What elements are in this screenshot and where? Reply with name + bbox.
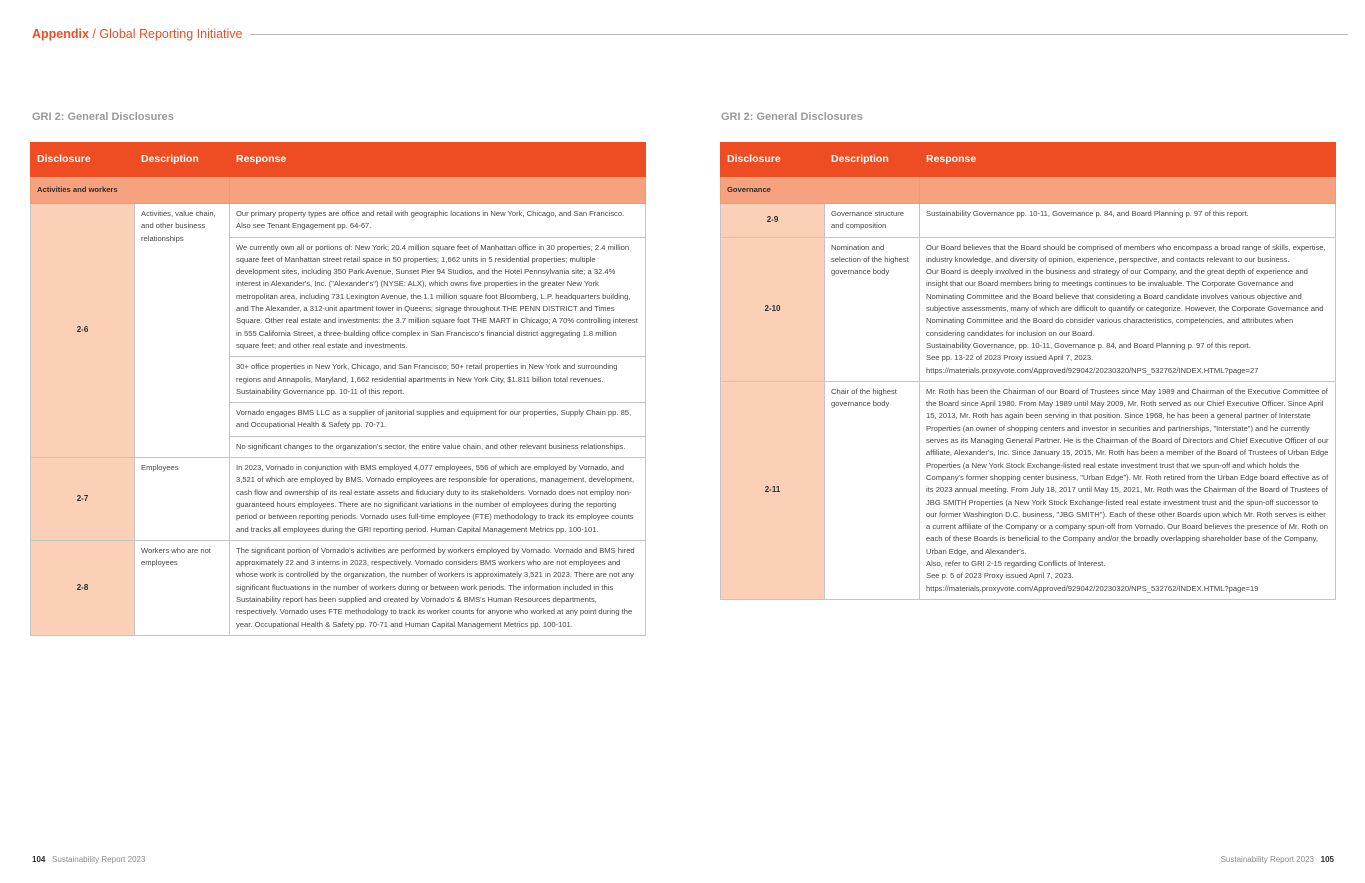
left-footer [32,855,145,864]
header-separator: / [88,27,100,41]
header-subsection: Global Reporting Initiative [99,27,243,41]
disclosure-response: We currently own all or portions of: New York; 20.4 million square feet of Manhattan office in 30 properties; 2.4 million square feet of Manhattan street retail space in 50 properties; 1,662 units in 5 residential properties; multiple development sites, including 350 Park Avenue, Sunset Pier 94 Studios, and the Hotel Pennsylvania site; a 32.4% interest in Alexander's, Inc. ("Alexander's") (NYSE: ALX), which owns five properties in the greater New York metropolitan area, including 731 Lexington Avenue, the 1.1 million square foot Bloomberg, L.P. headquarters building, and The Alexander, a 312-unit apartment tower in Queens; signage throughout THE PENN DISTRICT and Times Square. Other real estate and investments: the 3.7 million square foot THE MART in Chicago; A 70% controlling interest in 555 California Street, a three-building office complex in San Francisco's financial district aggregating 1.8 million square feet; and other real estate and investments. [230,237,646,357]
column-header: Response [920,143,1336,177]
column-header: Disclosure [721,143,825,177]
left-disclosure-table [30,142,646,636]
disclosure-response: No significant changes to the organization's sector, the entire value chain, and other relevant business relationships. [230,436,646,457]
table-header-row [31,143,646,177]
category-row [721,177,1336,204]
disclosure-code: 2-6 [31,204,135,458]
disclosure-response: Sustainability Governance pp. 10-11, Governance p. 84, and Board Planning p. 97 of this report. [920,204,1336,238]
table-row [31,458,646,541]
disclosure-response: Mr. Roth has been the Chairman of our Board of Trustees since May 1989 and Chairman of the Executive Committee of the Board since April 1980. From May 1989 until May 2009, Mr. Roth served as our Chief Executive Officer. Since April 15, 2013, Mr. Roth has again been serving in that position. Since 1968, he has been a general partner of Interstate Properties (an owner of shopping centers and investor in securities and partnerships, "Interstate") and he currently serves as its Managing General Partner. He is the Chairman of the Board of Directors and Chief Executive Officer of our affiliate, Alexander's, Inc. Since January 15, 2015, Mr. Roth has been a member of the Board of Trustees of Urban Edge Properties (a New York Stock Exchange-listed real estate investment trust that we spun-off and which holds the Company's former shopping center business, "Urban Edge"). Mr. Roth retired from the Urban Edge board effective as of its 2023 annual meeting. From July 18, 2017 until May 15, 2021, Mr. Roth was the Chairman of the Board of Trustees of JBG SMITH Properties (a New York Stock Exchange-listed real estate investment trust and the spun-off successor to our former Washington D.C. business, "JBG SMITH"). Each of these other Boards upon which Mr. Roth serves is either a current affiliate of the Company or a company spun-off from Vornado. Our Board believes the presence of Mr. Roth on each of these Boards is beneficial to the Company and/or the broadly overlapping shareholder base of the Company, Urban Edge, and Alexander's. Also, refer to GRI 2-15 regarding Conflicts of Interest. See p. 5 of 2023 Proxy issued April 7, 2023. https://materials.proxyvote.com/Approved/929042/20230320/NPS_532762/INDEX.HTML?page=19 [920,381,1336,599]
disclosure-response: Our primary property types are office and retail with geographic locations in New York, Chicago, and San Francisco. Also see Tenant Engagement pp. 64-67. [230,204,646,238]
left-page-number: 104 [32,855,46,864]
disclosure-description: Nomination and selection of the highest governance body [825,237,920,381]
disclosure-response: 30+ office properties in New York, Chicago, and San Francisco; 50+ retail properties in New York and surrounding regions and Annapolis, Maryland, 1,662 residential apartments in New York City, $1.811 billion total revenues. Sustainability Governance pp. 10-11 of this report. [230,357,646,403]
table-row [721,381,1336,599]
disclosure-description: Activities, value chain, and other business relationships [135,204,230,458]
disclosure-response: The significant portion of Vornado's activities are performed by workers employed by Vornado. Vornado and BMS hired approximately 22 and 3 interns in 2023, respectively. Vornado considers BMS workers who are not employees and whose work is controlled by the organization, the number of workers is approximately 3,521 in 2023. There are not any significant fluctuations in the number of workers during or between work periods. The information included in this Sustainability report has been supplied and created by Vornado's & BMS's Human Resources departments, respectively. Vornado uses FTE methodology to track its worker counts for anyone who worked at any point during the year. Occupational Health & Safety pp. 70-71 and Human Capital Management Metrics pp. 100-101. [230,540,646,635]
right-section-title: GRI 2: General Disclosures [721,111,863,123]
right-footer [1221,855,1334,864]
right-footer-label: Sustainability Report 2023 [1220,855,1314,864]
disclosure-code: 2-8 [31,540,135,635]
column-header: Description [135,143,230,177]
right-rows [721,204,1336,600]
category-row [31,177,646,204]
disclosure-description: Chair of the highest governance body [825,381,920,599]
left-rows [31,204,646,636]
page-header [32,26,1348,42]
category-label: Activities and workers [31,177,230,204]
disclosure-response: Our Board believes that the Board should be comprised of members who encompass a broad range of skills, expertise, industry knowledge, and diversity of opinion, experience, perspective, and contacts relevant to our business. Our Board is deeply involved in the business and strategy of our Company, and the great depth of experience and insight that our Board members bring to meetings continues to be invaluable. The Corporate Governance and Nominating Committee and the Board believe that considering a Board candidate involves various objective and subjective assessments, many of which are difficult to quantify or categorize. However, the Corporate Governance and Nominating Committee and the Board do consider various characteristics, competencies, and attributes when considering candidates for inclusion on our Board. Sustainability Governance, pp. 10-11, Governance p. 84, and Board Planning p. 97 of this report. See pp. 13-22 of 2023 Proxy issued April 7, 2023. https://materials.proxyvote.com/Approved/929042/20230320/NPS_532762/INDEX.HTML?page=27 [920,237,1336,381]
table-row [31,540,646,635]
disclosure-response: In 2023, Vornado in conjunction with BMS employed 4,077 employees, 556 of which are employed by Vornado, and 3,521 of which are employed by BMS. Vornado employees are responsible for operations, management, development, cash flow and ownership of its real estate assets and fiduciary duty to its stakeholders. Vornado does not employ non-guaranteed hours employees. There are no significant variations in the number of employees during the reporting period or between reporting periods. Vornado uses full-time employee (FTE) methodology to track its employee counts and tracks all employees during the GRI reporting period. Human Capital Management Metrics pp. 100-101. [230,458,646,541]
right-disclosure-table [720,142,1336,600]
header-section: Appendix [32,27,89,41]
right-page-number: 105 [1320,855,1334,864]
disclosure-code: 2-10 [721,237,825,381]
column-header: Disclosure [31,143,135,177]
disclosure-code: 2-11 [721,381,825,599]
table-row [31,204,646,238]
disclosure-description: Employees [135,458,230,541]
table-row [721,237,1336,381]
category-label: Governance [721,177,920,204]
disclosure-description: Workers who are not employees [135,540,230,635]
disclosure-response: Vornado engages BMS LLC as a supplier of janitorial supplies and equipment for our properties, Supply Chain pp. 85, and Occupational Health & Safety pp. 70-71. [230,403,646,437]
column-header: Description [825,143,920,177]
left-section-title: GRI 2: General Disclosures [32,111,174,123]
column-header: Response [230,143,646,177]
table-header-row [721,143,1336,177]
disclosure-code: 2-7 [31,458,135,541]
header-rule [250,34,1348,35]
left-footer-label: Sustainability Report 2023 [52,855,146,864]
table-row [721,204,1336,238]
disclosure-description: Governance structure and composition [825,204,920,238]
disclosure-code: 2-9 [721,204,825,238]
